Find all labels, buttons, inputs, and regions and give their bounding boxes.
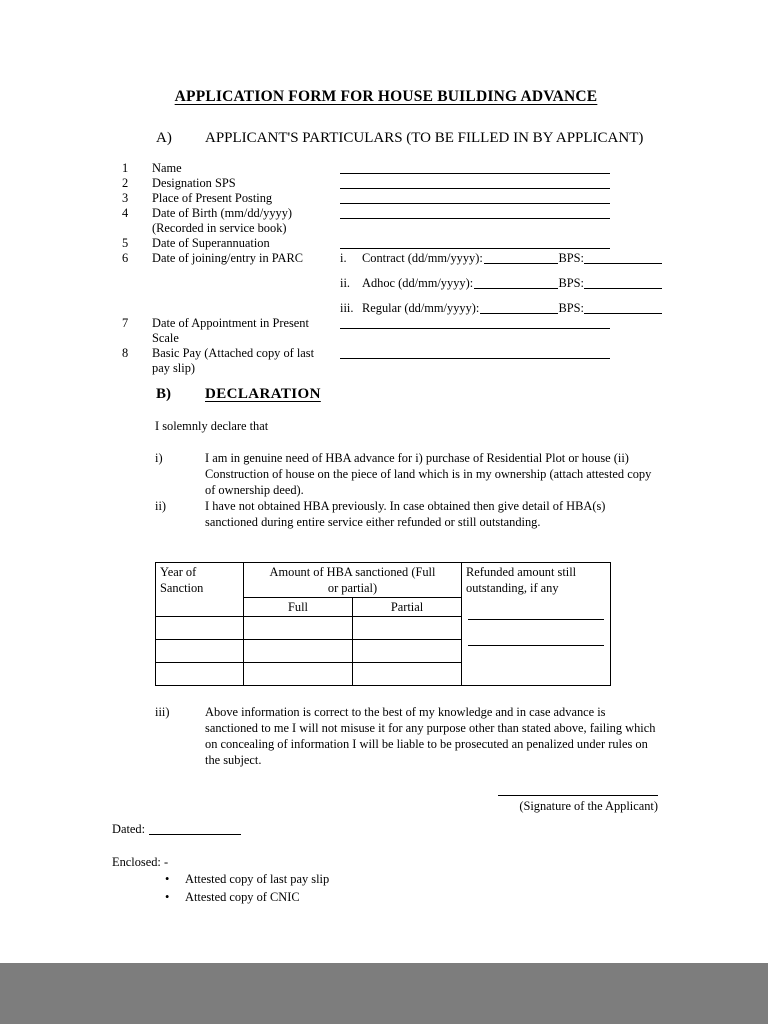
enclosure-text: Attested copy of CNIC [185, 890, 300, 904]
option-number: i. [340, 251, 347, 265]
bps-label: BPS: [558, 251, 584, 265]
item-designation [122, 176, 660, 191]
declaration-intro: I solemnly declare that [155, 419, 269, 433]
joining-option-adhoc [340, 276, 662, 291]
bps-label: BPS: [558, 276, 584, 290]
item-number: 5 [122, 236, 129, 250]
item-label: Date of Appointment in Present [152, 316, 309, 330]
table-cell [244, 663, 353, 686]
signature-caption: (Signature of the Applicant) [519, 799, 658, 813]
item-superannuation [122, 236, 660, 251]
item-label: Basic Pay (Attached copy of last [152, 346, 315, 360]
enclosure-item-cnic [165, 888, 660, 906]
item-number: 7 [122, 316, 129, 330]
date-field-line [474, 276, 557, 289]
blank-field-line [340, 191, 610, 204]
table-header-amount-text: Amount of HBA sanctioned (Full or partial) [269, 565, 436, 595]
date-field-line [480, 301, 557, 314]
hba-sanction-table [155, 562, 611, 686]
dated-field-line [149, 822, 241, 835]
item-label: Designation SPS [152, 176, 236, 190]
item-place-of-posting [122, 191, 660, 206]
table-header-refunded-amount [462, 563, 611, 686]
joining-option-contract [340, 251, 662, 266]
table-cell [353, 617, 462, 640]
item-number: 2 [122, 176, 129, 190]
item-date-of-joining [122, 251, 660, 316]
item-label: Date of Birth (mm/dd/yyyy) [152, 206, 293, 220]
item-name [122, 161, 660, 176]
table-cell [156, 617, 244, 640]
form-title: APPLICATION FORM FOR HOUSE BUILDING ADVANCE [174, 88, 598, 105]
option-label: Regular (dd/mm/yyyy): [362, 301, 480, 315]
clause-text: I have not obtained HBA previously. In case obtained then give detail of HBA(s) sanctioned during entire service either refunded or still outstanding. [205, 499, 606, 529]
declaration-clause-ii [155, 498, 660, 530]
enclosure-item-pay-slip [165, 870, 660, 888]
item-date-of-birth [122, 206, 660, 236]
section-a-title: APPLICANT'S PARTICULARS (TO BE FILLED IN BY APPLICANT) [205, 130, 644, 146]
item-number: 3 [122, 191, 129, 205]
table-header-row [156, 563, 611, 598]
dated-label: Dated: [112, 822, 146, 836]
blank-field-line [340, 316, 610, 329]
item-label: Place of Present Posting [152, 191, 273, 205]
section-b-title: DECLARATION [205, 386, 321, 402]
particulars-list [122, 161, 660, 376]
declaration-clause-iii [155, 704, 660, 768]
bps-field-line [584, 251, 662, 264]
table-cell [244, 617, 353, 640]
option-number: ii. [340, 276, 350, 290]
item-label: Name [152, 161, 182, 175]
option-label: Contract (dd/mm/yyyy): [362, 251, 483, 265]
enclosure-text: Attested copy of last pay slip [185, 872, 330, 886]
table-cell [244, 640, 353, 663]
blank-field-line [468, 620, 604, 646]
section-b-label: B) [156, 386, 171, 402]
blank-field-line [468, 596, 604, 620]
table-header-year-of-sanction: Year of Sanction [156, 563, 244, 617]
table-header-refunded-text: Refunded amount still outstanding, if any [466, 565, 577, 595]
item-label-continued: pay slip) [152, 361, 196, 375]
item-number: 6 [122, 251, 129, 265]
blank-field-line [340, 236, 610, 249]
signature-line [498, 794, 658, 796]
item-number: 4 [122, 206, 129, 220]
item-number: 8 [122, 346, 129, 360]
option-number: iii. [340, 301, 354, 315]
blank-field-line [340, 206, 610, 219]
section-a-heading [156, 130, 660, 147]
declaration-clause-i [155, 450, 660, 498]
clause-number: ii) [155, 499, 167, 513]
section-b-heading [156, 386, 660, 403]
item-basic-pay [122, 346, 660, 376]
section-a-label: A) [156, 130, 172, 146]
clause-number: iii) [155, 705, 170, 719]
signature-block [112, 794, 660, 814]
table-cell [156, 640, 244, 663]
date-field-line [484, 251, 558, 264]
clause-number: i) [155, 451, 163, 465]
clause-text: Above information is correct to the best of my knowledge and in case advance is sanctioned to me I will not misuse it for any purpose other than stated above, failing which on concealing of information I will be liable to be prosecuted an penalized under rules on the subject. [205, 705, 656, 767]
table-subheader-partial: Partial [353, 598, 462, 617]
item-label: Date of Superannuation [152, 236, 270, 250]
table-cell [353, 640, 462, 663]
bullet-icon: • [165, 890, 170, 904]
table-header-amount-sanctioned [244, 563, 462, 598]
table-cell [156, 663, 244, 686]
table-cell [353, 663, 462, 686]
item-note: (Recorded in service book) [152, 221, 287, 235]
blank-field-line [340, 161, 610, 174]
table-subheader-full: Full [244, 598, 353, 617]
item-label-continued: Scale [152, 331, 179, 345]
bullet-icon: • [165, 872, 170, 886]
blank-field-line [340, 346, 610, 359]
option-label: Adhoc (dd/mm/yyyy): [362, 276, 474, 290]
item-number: 1 [122, 161, 129, 175]
dated-row [112, 822, 660, 837]
clause-text: I am in genuine need of HBA advance for i) purchase of Residential Plot or house (ii) Construction of house on the piece of land which is in my ownership (attach attested copy of ownership deed). [205, 451, 652, 497]
enclosed-label: Enclosed: - [112, 855, 169, 869]
viewer-background [0, 963, 768, 1024]
joining-option-regular [340, 301, 662, 316]
bps-field-line [584, 301, 662, 314]
bps-field-line [584, 276, 662, 289]
item-label: Date of joining/entry in PARC [152, 251, 303, 265]
item-appointment-present-scale [122, 316, 660, 346]
bps-label: BPS: [558, 301, 584, 315]
blank-field-line [340, 176, 610, 189]
